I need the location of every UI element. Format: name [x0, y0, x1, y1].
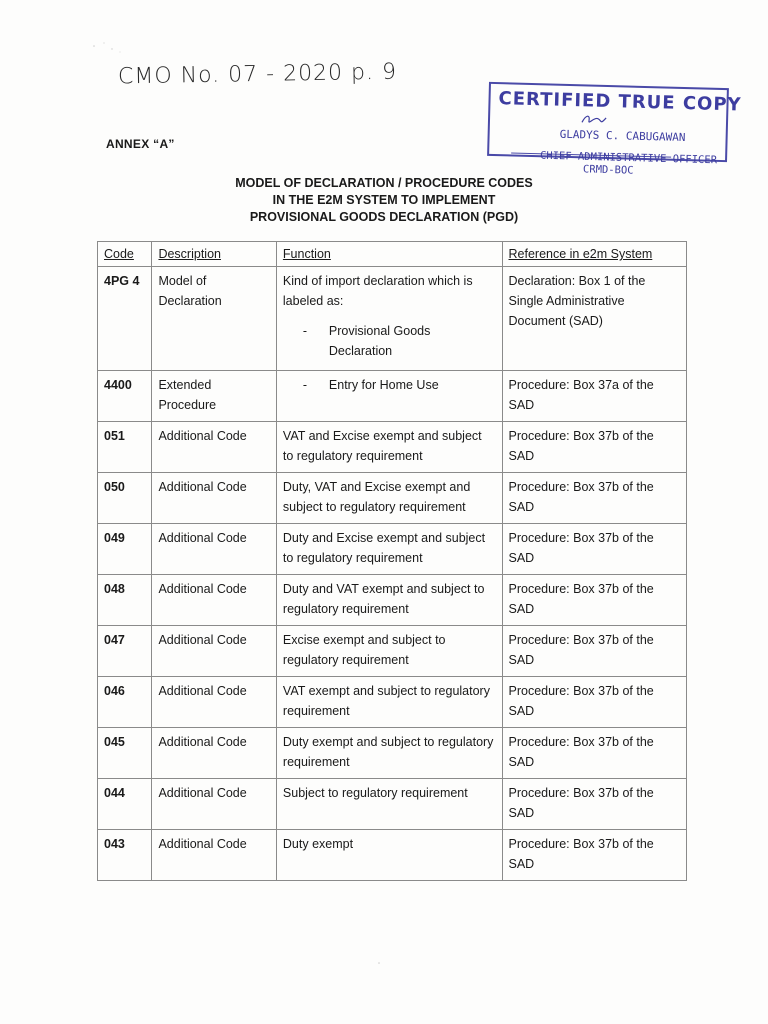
row-reference: Procedure: Box 37a of the SAD: [502, 371, 687, 422]
document-title: [0, 175, 768, 226]
title-line-2: IN THE E2M SYSTEM TO IMPLEMENT: [272, 193, 496, 207]
table-row: [98, 371, 687, 422]
row-code: 045: [98, 728, 152, 779]
table-row: [98, 267, 687, 371]
stamp-signatory-name: GLADYS C. CABUGAWAN: [559, 127, 686, 145]
table-header-row: [98, 242, 687, 267]
row-function: Duty and VAT exempt and subject to regulatory requirement: [276, 575, 502, 626]
row-function: VAT exempt and subject to regulatory requirement: [276, 677, 502, 728]
row-function: [276, 371, 502, 422]
row-code: 048: [98, 575, 152, 626]
row-description: Additional Code: [152, 524, 276, 575]
row-function: Duty exempt and subject to regulatory requirement: [276, 728, 502, 779]
row-reference: Procedure: Box 37b of the SAD: [502, 830, 687, 881]
function-bullet: - Provisional Goods Declaration: [302, 324, 431, 358]
row-code: 044: [98, 779, 152, 830]
row-function: VAT and Excise exempt and subject to regulatory requirement: [276, 422, 502, 473]
row-reference: Procedure: Box 37b of the SAD: [502, 677, 687, 728]
table-row: [98, 473, 687, 524]
row-reference: Procedure: Box 37b of the SAD: [502, 422, 687, 473]
row-code: 046: [98, 677, 152, 728]
function-bullet: - Entry for Home Use: [302, 378, 439, 392]
row-reference: Procedure: Box 37b of the SAD: [502, 626, 687, 677]
row-function: Duty and Excise exempt and subject to regulatory requirement: [276, 524, 502, 575]
row-description: Additional Code: [152, 626, 276, 677]
row-description: Additional Code: [152, 473, 276, 524]
header-description: Description: [152, 242, 276, 267]
row-reference: Procedure: Box 37b of the SAD: [502, 575, 687, 626]
function-text: Kind of import declaration which is labeled as:: [282, 274, 473, 308]
table-row: [98, 677, 687, 728]
row-reference: Declaration: Box 1 of the Single Administrative Document (SAD): [502, 267, 687, 371]
stamp-office: CRMD-BOC: [582, 163, 634, 177]
row-description: Extended Procedure: [152, 371, 276, 422]
row-reference: Procedure: Box 37b of the SAD: [502, 473, 687, 524]
row-description: Additional Code: [152, 830, 276, 881]
handwritten-reference: CMO No. 07 - 2020 p. 9: [117, 59, 398, 90]
row-code: 051: [98, 422, 152, 473]
table-row: [98, 422, 687, 473]
table-row: [98, 779, 687, 830]
row-function: [276, 267, 502, 371]
table-row: [98, 524, 687, 575]
table-row: [98, 626, 687, 677]
scan-speckle: [376, 960, 382, 966]
row-code: 050: [98, 473, 152, 524]
signature-icon: [580, 112, 610, 127]
row-function: Subject to regulatory requirement: [276, 779, 502, 830]
table-row: [98, 728, 687, 779]
row-code: 049: [98, 524, 152, 575]
row-reference: Procedure: Box 37b of the SAD: [502, 779, 687, 830]
title-line-3: PROVISIONAL GOODS DECLARATION (PGD): [249, 210, 519, 224]
row-reference: Procedure: Box 37b of the SAD: [502, 728, 687, 779]
table-row: [98, 575, 687, 626]
row-function: Excise exempt and subject to regulatory requirement: [276, 626, 502, 677]
header-function: Function: [276, 242, 502, 267]
header-reference: Reference in e2m System: [502, 242, 687, 267]
stamp-title: CERTIFIED TRUE COPY: [498, 88, 742, 116]
row-reference: Procedure: Box 37b of the SAD: [502, 524, 687, 575]
row-code: 047: [98, 626, 152, 677]
row-description: Additional Code: [152, 575, 276, 626]
header-code: Code: [98, 242, 152, 267]
table-row: [98, 830, 687, 881]
row-description: Additional Code: [152, 779, 276, 830]
stamp-signatory-position: CHIEF ADMINISTRATIVE OFFICER: [539, 149, 718, 167]
row-description: Additional Code: [152, 677, 276, 728]
annex-label: ANNEX “A”: [106, 137, 175, 151]
row-code: 043: [98, 830, 152, 881]
row-code: 4400: [98, 371, 152, 422]
row-description: Additional Code: [152, 422, 276, 473]
row-function: Duty exempt: [276, 830, 502, 881]
procedure-codes-table: [97, 241, 687, 881]
certified-true-copy-stamp: [487, 82, 742, 162]
row-code: 4PG 4: [98, 267, 152, 371]
row-description: Model of Declaration: [152, 267, 276, 371]
row-function: Duty, VAT and Excise exempt and subject to regulatory requirement: [276, 473, 502, 524]
title-line-1: MODEL OF DECLARATION / PROCEDURE CODES: [235, 176, 533, 190]
row-description: Additional Code: [152, 728, 276, 779]
scan-speckle: [90, 40, 130, 60]
